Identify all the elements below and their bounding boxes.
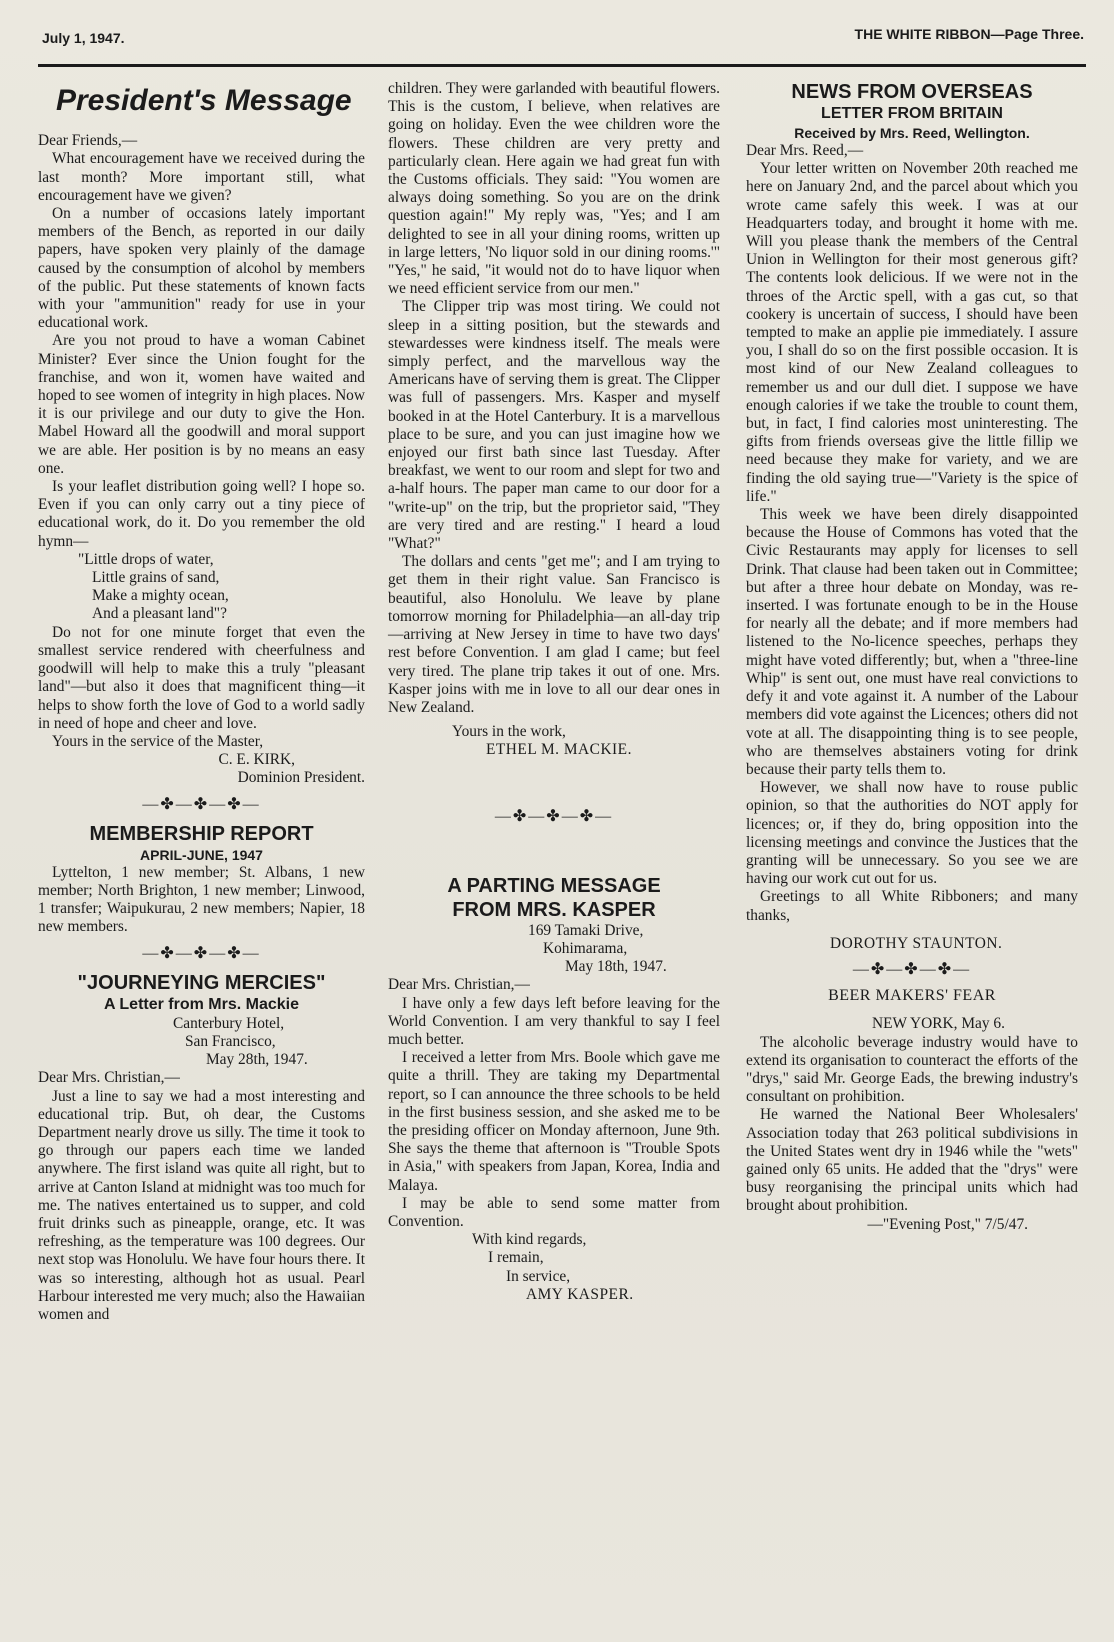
letter-paragraph: Greetings to all White Ribboners; and many thanks, (746, 888, 1078, 924)
section-divider-ornament: —✤—✤—✤— (494, 807, 614, 825)
news-paragraph: The alcoholic beverage industry would have to extend its organisation to counteract the efforts of the "drys," said Mr. George Eads, the brewing industry's consultant on prohibition. (746, 1033, 1078, 1106)
letter-closing: Yours in the work, (452, 723, 566, 741)
hymn-line: "Little drops of water, (78, 550, 214, 568)
section-divider-ornament: —✤—✤—✤— (852, 960, 972, 978)
news-overseas-subtitle: LETTER FROM BRITAIN (821, 105, 1003, 122)
president-paragraph: Are you not proud to have a woman Cabinet Minister? Ever since the Union fought for the franchise, and won it, women have waited and hoped to see women of integrity in high places. Now it is our privilege and our duty to give the Hon. Mabel Howard all the goodwill and moral support we are able. Her position is by no means an easy one. (38, 332, 365, 477)
letter-date: May 28th, 1947. (206, 1051, 308, 1069)
president-paragraph: Do not for one minute forget that even the smallest service rendered with cheerfulness and goodwill will help to make this a truly "pleasant land"—but also it does that magnificent thing—it helps to show forth the love of God to a world sadly in need of hope and cheer and love. (38, 623, 365, 732)
publication-page-label: THE WHITE RIBBON—Page Three. (854, 26, 1084, 42)
membership-report-text: Lyttelton, 1 new member; St. Albans, 1 new member; North Brighton, 1 new member; Linwood, 1 transfer; Waipukurau, 2 new members; Napier, 18 new members. (38, 863, 365, 936)
letter-signature: ETHEL M. MACKIE. (486, 741, 632, 759)
president-salutation: Dear Friends,— (38, 132, 138, 150)
letter-address-line: San Francisco, (185, 1032, 276, 1050)
letter-paragraph: This week we have been direly disappointed because the House of Commons has voted that the Civic Restaurants may apply for licenses to sell Drink. That clause had been taken out in Committee; but after a three hour debate on Monday, was re-inserted. I was fortunate enough to be in the House for nearly all the debate; and if more members had listened to the No-licence speeches, perhaps they might have voted differently; but, when a "three-line Whip" is sent out, one must have real convictions to defy it and vote against it. A number of the Labour members did vote against the Licences; others did not vote at all. The disappointing thing is to see people, who are themselves abstainers voting for drink because their party tells them to. (746, 506, 1078, 778)
journeying-mercies-subtitle: A Letter from Mrs. Mackie (103, 995, 299, 1013)
letter-paragraph: Just a line to say we had a most interesting and educational trip. But, oh dear, the Customs Department nearly drove us silly. The time it took to go through our papers each time we landed anywhere. The first island was quite all right, but to arrive at Canton Island at midnight was too much for me. The natives entertained us to supper, and cold fruit drinks such as pineapple, orange, etc. It was refreshing, as the temperature was 100 degrees. Our next stop was Honolulu. We have four hours there. It was so interesting, although hot as usual. Pearl Harbour interested me very much; also the Hawaiian women and (38, 1087, 365, 1323)
letter-salutation: Dear Mrs. Reed,— (746, 142, 864, 159)
letter-paragraph: I received a letter from Mrs. Boole which gave me quite a thrill. They are taking my Departmental report, so I can announce the three schools to be held in the first business session, and she asked me to be the presiding officer on Monday afternoon, June 9th. She says the theme that afternoon is "Trouble Spots in Asia," with speakers from Japan, Korea, India and Malaya. (388, 1049, 720, 1194)
letter-paragraph: The Clipper trip was most tiring. We could not sleep in a sitting position, but the stewards and stewardesses were kindness itself. The meals were simply perfect, and the marvellous way the Americans have of serving them is great. The Clipper was full of passengers. Mrs. Kasper and myself booked in at the Hotel Canterbury. It is a marvellous place to be sure, and you can just imagine how we enjoyed our first bath since last Tuesday. After breakfast, we went to our room and slept for two and a-half hours. The paper man came to our door for a "write-up" on the trip, but the proprietor said, "They are very tired and are resting." I heard a loud "What?" (388, 298, 720, 553)
president-paragraph: On a number of occasions lately important members of the Bench, as reported in our daily papers, have spoken very plainly of the damage caused by the consumption of alcohol by members of the public. Put these statements of known facts with your "ammunition" ready for use in your educational work. (38, 205, 365, 332)
received-by-line: Received by Mrs. Reed, Wellington. (794, 125, 1030, 141)
dateline: NEW YORK, May 6. (872, 1015, 1005, 1033)
letter-date: May 18th, 1947. (565, 958, 667, 976)
letter-address-line: Kohimarama, (543, 939, 628, 957)
letter-closing: I remain, (488, 1249, 544, 1267)
parting-message-title: A PARTING MESSAGE (447, 874, 661, 897)
letter-salutation: Dear Mrs. Christian,— (38, 1069, 180, 1087)
letter-address-line: Canterbury Hotel, (173, 1014, 285, 1032)
hymn-line: And a pleasant land"? (92, 605, 227, 623)
letter-closing: In service, (506, 1267, 571, 1285)
issue-date: July 1, 1947. (42, 30, 125, 46)
parting-message-title: FROM MRS. KASPER (452, 898, 656, 921)
page-header (42, 26, 1084, 48)
letter-closing: With kind regards, (472, 1231, 587, 1249)
letter-paragraph: I may be able to send some matter from Convention. (388, 1194, 720, 1230)
hymn-verse (38, 551, 365, 624)
section-divider-ornament: —✤—✤—✤— (142, 795, 261, 813)
letter-paragraph-continued: children. They were garlanded with beautiful flowers. This is the custom, I believe, when relatives are going on holiday. Even the wee children wore the flowers. These children are very pretty and particularly clean. Here again we had great fun with the Customs officials. They said: "You women are always doing something. So you are on the drink question again!" My reply was, "Yes; and I am delighted to see in all your dining rooms, written up in large letters, 'No liquor sold in our dining rooms.'" "Yes," he said, "it would not do to have liquor when we need efficient service from our men." (388, 80, 720, 298)
membership-report-title: MEMBERSHIP REPORT (89, 822, 314, 845)
column-1 (38, 80, 365, 1324)
journeying-mercies-title: "JOURNEYING MERCIES" (77, 971, 326, 994)
letter-salutation: Dear Mrs. Christian,— (388, 976, 530, 994)
membership-report-subtitle: APRIL-JUNE, 1947 (140, 846, 263, 863)
news-overseas-title: NEWS FROM OVERSEAS (791, 81, 1033, 103)
section-divider-ornament: —✤—✤—✤— (142, 944, 261, 962)
president-paragraph: Is your leaflet distribution going well? I hope so. Even if you can only carry out a tiny piece of educational work, do it. Do you remember the old hymn— (38, 478, 365, 550)
hymn-line: Make a mighty ocean, (92, 587, 229, 605)
letter-paragraph: Your letter written on November 20th reached me here on January 2nd, and the parcel about which you wrote came safely this week. I was at our Headquarters today, and brought it home with me. Will you please thank the members of the Central Union in Wellington for their most generous gift? The contents look delicious. If we were not in the throes of the Arctic spell, with a gas cut, so that cookery is uncertain of success, I should have been tempted to make an applie pie immediately. I assure you, I shall do so on the first possible occasion. It is most kind of our New Zealand colleagues to remember us and our dull diet. I suppose we have enough calories if we take the trouble to count them, but, in fact, I find calories most uninteresting. The gifts from friends overseas give the little fillip we need because they make for variety, and we are finding the old saying true—"Variety is the spice of life." (746, 160, 1078, 505)
letter-paragraph: However, we shall now have to rouse public opinion, so that the authorities do NOT apply for licences; or, if they do, bring opposition into the licensing meetings and convince the Justices that the granting will be unnecessary. So you see we are having our work cut out for us. (746, 779, 1078, 888)
president-message-title: President's Message (56, 84, 352, 117)
hymn-line: Little grains of sand, (92, 569, 220, 587)
president-signature-role: Dominion President. (237, 769, 365, 787)
letter-paragraph: I have only a few days left before leaving for the World Convention. I am very thankful to say I feel much better. (388, 994, 720, 1048)
president-signature-name: C. E. KIRK, (218, 751, 295, 769)
news-source-credit: —"Evening Post," 7/5/47. (867, 1215, 1028, 1233)
letter-paragraph: The dollars and cents "get me"; and I am trying to get them in their right value. San Francisco is beautiful, also Honolulu. We leave by plane tomorrow morning for Philadelphia—an all-day trip—arriving at New Jersey in time to have two days' rest before Convention. I am glad I came; but feel very tired. The plane trip takes it out of one. Mrs. Kasper joins with me in love to all our dear ones in New Zealand. (388, 553, 720, 716)
president-closing: Yours in the service of the Master, (52, 732, 264, 750)
column-3 (746, 80, 1078, 1234)
president-paragraph: What encouragement have we received during the last month? More important still, what encouragement have we given? (38, 150, 365, 204)
letter-signature: DOROTHY STAUNTON. (830, 934, 1003, 952)
header-rule (38, 64, 1086, 67)
letter-address-line: 169 Tamaki Drive, (528, 921, 644, 939)
beer-makers-fear-title: BEER MAKERS' FEAR (828, 987, 996, 1005)
column-2 (388, 80, 720, 1304)
news-paragraph: He warned the National Beer Wholesalers' Association today that 263 political subdivisions in the United States went dry in 1946 while the "wets" gained only 65 units. He added that the "drys" were busy reorganising the principal units which had brought about prohibition. (746, 1106, 1078, 1215)
letter-signature: AMY KASPER. (526, 1285, 634, 1303)
